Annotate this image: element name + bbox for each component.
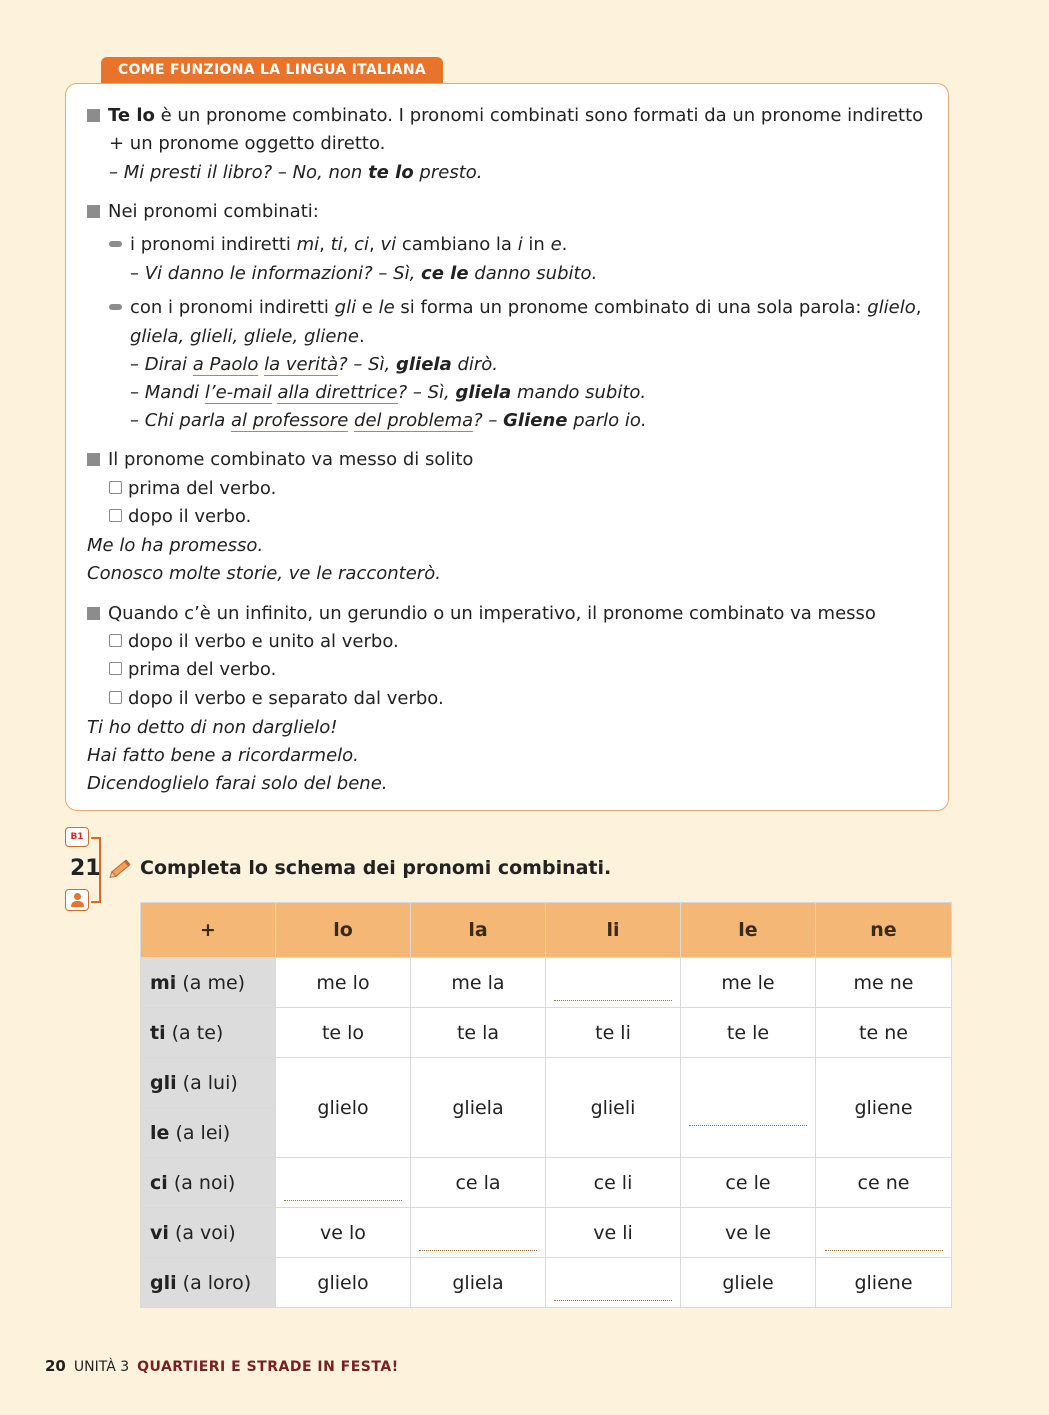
table-cell: ce ne bbox=[816, 1158, 952, 1208]
table-cell: ve li bbox=[546, 1208, 681, 1258]
table-cell: te li bbox=[546, 1008, 681, 1058]
table-cell: me le bbox=[681, 958, 816, 1008]
person-icon bbox=[65, 889, 89, 911]
row-header: ci (a noi) bbox=[141, 1158, 276, 1208]
p1-line2: + un pronome oggetto diretto. bbox=[109, 133, 386, 154]
blank-cell[interactable] bbox=[276, 1158, 411, 1208]
table-cell: gliene bbox=[816, 1058, 952, 1158]
table-cell: te ne bbox=[816, 1008, 952, 1058]
p2-example1: – Dirai a Paolo la verità? – Sì, gliela dirò. bbox=[130, 354, 499, 375]
header-cell: le bbox=[681, 903, 816, 958]
table-cell: gliela bbox=[411, 1058, 546, 1158]
p3-intro: Il pronome combinato va messo di solito bbox=[87, 448, 473, 472]
p3-example1: Me lo ha promesso. bbox=[87, 535, 264, 556]
blank-line[interactable] bbox=[284, 1186, 402, 1201]
p1-example: – Mi presti il libro? – No, non te lo presto. bbox=[109, 162, 483, 183]
table-cell: me ne bbox=[816, 958, 952, 1008]
p4-option1[interactable]: dopo il verbo e unito al verbo. bbox=[109, 630, 399, 654]
p2-sub1-example: – Vi danno le informazioni? – Sì, ce le danno subito. bbox=[130, 263, 598, 284]
p2-example2: – Mandi l’e-mail alla direttrice? – Sì, gliela mando subito. bbox=[130, 382, 647, 403]
blank-cell[interactable] bbox=[546, 1258, 681, 1308]
table-cell: ve lo bbox=[276, 1208, 411, 1258]
table-cell: ce la bbox=[411, 1158, 546, 1208]
p4-option2[interactable]: prima del verbo. bbox=[109, 658, 276, 682]
checkbox[interactable] bbox=[109, 509, 122, 522]
exercise-number: 21 bbox=[70, 856, 101, 881]
p4-example2: Hai fatto bene a ricordarmelo. bbox=[87, 745, 359, 766]
table-cell: ve le bbox=[681, 1208, 816, 1258]
blank-line[interactable] bbox=[689, 1111, 807, 1126]
blank-line[interactable] bbox=[825, 1236, 943, 1251]
table-cell: glielo bbox=[276, 1258, 411, 1308]
table-cell: me la bbox=[411, 958, 546, 1008]
section-tab: COME FUNZIONA LA LINGUA ITALIANA bbox=[101, 57, 443, 83]
table-cell: gliene bbox=[816, 1258, 952, 1308]
table-cell: glieli bbox=[546, 1058, 681, 1158]
table-row bbox=[141, 1008, 952, 1058]
table-row bbox=[141, 1058, 952, 1108]
blank-line[interactable] bbox=[419, 1236, 537, 1251]
blank-cell[interactable] bbox=[546, 958, 681, 1008]
square-bullet-icon bbox=[87, 607, 100, 620]
p1-line1: Te lo è un pronome combinato. I pronomi combinati sono formati da un pronome indiretto bbox=[87, 104, 923, 128]
table-cell: gliela bbox=[411, 1258, 546, 1308]
table-cell: gliele bbox=[681, 1258, 816, 1308]
header-cell: li bbox=[546, 903, 681, 958]
page-number: 20 bbox=[45, 1357, 66, 1375]
dash-bullet-icon bbox=[109, 304, 122, 310]
table-cell: ce le bbox=[681, 1158, 816, 1208]
square-bullet-icon bbox=[87, 109, 100, 122]
header-cell: lo bbox=[276, 903, 411, 958]
square-bullet-icon bbox=[87, 453, 100, 466]
blank-cell[interactable] bbox=[816, 1208, 952, 1258]
exercise-title: Completa lo schema dei pronomi combinati. bbox=[140, 857, 612, 879]
header-cell: ne bbox=[816, 903, 952, 958]
level-badge: B1 bbox=[65, 827, 89, 847]
row-header: gli (a lui) bbox=[141, 1058, 276, 1108]
table-cell: ce li bbox=[546, 1158, 681, 1208]
header-cell: + bbox=[141, 903, 276, 958]
row-header: gli (a loro) bbox=[141, 1258, 276, 1308]
table-cell: glielo bbox=[276, 1058, 411, 1158]
row-header: ti (a te) bbox=[141, 1008, 276, 1058]
p4-example3: Dicendoglielo farai solo del bene. bbox=[87, 773, 388, 794]
table-cell: te la bbox=[411, 1008, 546, 1058]
table-row bbox=[141, 958, 952, 1008]
table-row bbox=[141, 1208, 952, 1258]
table-header-row bbox=[141, 903, 952, 958]
unit-label: UNITÀ 3 bbox=[73, 1359, 130, 1375]
p2-example3: – Chi parla al professore del problema? – Gliene parlo io. bbox=[130, 410, 647, 431]
checkbox[interactable] bbox=[109, 691, 122, 704]
grammar-box bbox=[65, 83, 949, 811]
checkbox[interactable] bbox=[109, 634, 122, 647]
p2-sub1: i pronomi indiretti mi, ti, ci, vi cambiano la i in e. bbox=[109, 233, 567, 257]
p4-intro: Quando c’è un infinito, un gerundio o un imperativo, il pronome combinato va messo bbox=[87, 602, 876, 626]
blank-line[interactable] bbox=[554, 1286, 672, 1301]
exercise-header bbox=[65, 827, 101, 913]
p4-option3[interactable]: dopo il verbo e separato dal verbo. bbox=[109, 687, 444, 711]
p3-option1[interactable]: prima del verbo. bbox=[109, 477, 276, 501]
table-row bbox=[141, 1158, 952, 1208]
blank-line[interactable] bbox=[554, 986, 672, 1001]
header-cell: la bbox=[411, 903, 546, 958]
table-cell: te le bbox=[681, 1008, 816, 1058]
p3-example2: Conosco molte storie, ve le racconterò. bbox=[87, 563, 441, 584]
p2-intro: Nei pronomi combinati: bbox=[87, 200, 319, 224]
pencil-icon bbox=[106, 857, 134, 881]
dash-bullet-icon bbox=[109, 241, 122, 247]
checkbox[interactable] bbox=[109, 662, 122, 675]
table-row bbox=[141, 1258, 952, 1308]
row-header: mi (a me) bbox=[141, 958, 276, 1008]
square-bullet-icon bbox=[87, 205, 100, 218]
row-header: vi (a voi) bbox=[141, 1208, 276, 1258]
p4-example1: Ti ho detto di non darglielo! bbox=[87, 717, 338, 738]
page-footer bbox=[45, 1357, 399, 1375]
p2-sub2: con i pronomi indiretti gli e le si forma un pronome combinato di una sola parola: glielo, bbox=[109, 296, 921, 320]
p2-sub2-line2: gliela, glieli, gliele, gliene. bbox=[130, 326, 365, 347]
p3-option2[interactable]: dopo il verbo. bbox=[109, 505, 251, 529]
pronoun-table bbox=[140, 902, 952, 1308]
row-header: le (a lei) bbox=[141, 1108, 276, 1158]
table-cell: me lo bbox=[276, 958, 411, 1008]
unit-title: QUARTIERI E STRADE IN FESTA! bbox=[137, 1359, 399, 1375]
checkbox[interactable] bbox=[109, 481, 122, 494]
blank-cell[interactable] bbox=[681, 1058, 816, 1158]
blank-cell[interactable] bbox=[411, 1208, 546, 1258]
table-cell: te lo bbox=[276, 1008, 411, 1058]
